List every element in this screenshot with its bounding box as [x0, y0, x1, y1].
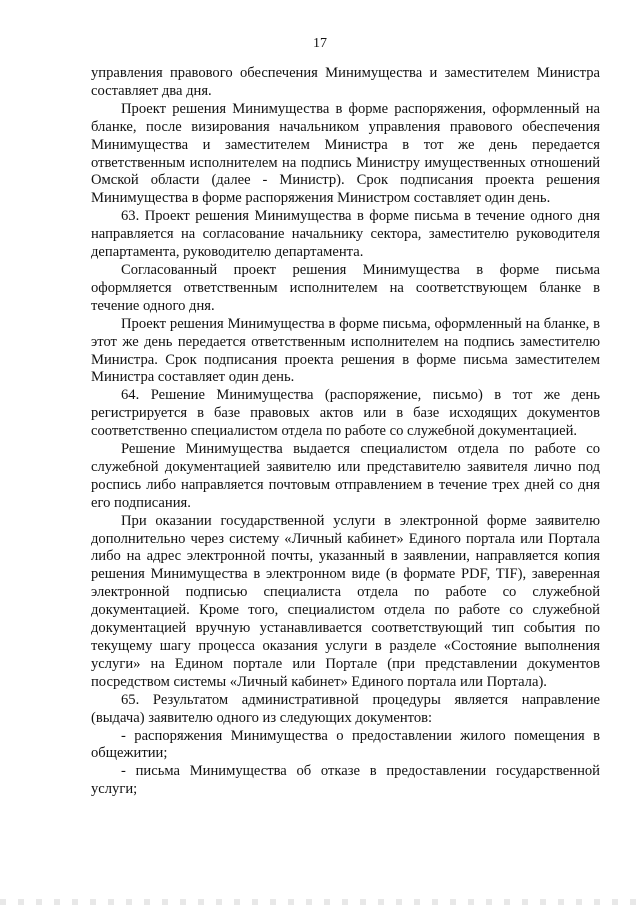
scan-edge-artifact	[0, 899, 640, 905]
paragraph: 65. Результатом административной процедуры является направление (выдача) заявителю одного из следующих документов:	[91, 691, 600, 726]
list-item: - распоряжения Минимущества о предоставлении жилого помещения в общежитии;	[91, 727, 600, 762]
page-number: 17	[313, 36, 327, 51]
paragraph: Проект решения Минимущества в форме распоряжения, оформленный на бланке, после визирования начальником управления правового обеспечения Минимущества и заместителем Министра в тот же день передается ответственным исполнителем на подпись Министру имущественных отношений Омской области (далее - Министр). Срок подписания проекта решения Минимущества в форме распоряжения Министром составляет один день.	[91, 100, 600, 207]
paragraph: Проект решения Минимущества в форме письма, оформленный на бланке, в этот же день передается ответственным исполнителем на подпись заместителю Министра. Срок подписания проекта решения в форме письма заместителем Министра составляет один день.	[91, 315, 600, 386]
paragraph: Решение Минимущества выдается специалистом отдела по работе со служебной документацией заявителю или представителю заявителя лично под роспись либо направляется почтовым отправлением в течение трех дней со дня его подписания.	[91, 441, 600, 511]
paragraph: Согласованный проект решения Минимущества в форме письма оформляется ответственным исполнителем на соответствующем бланке в течение одного дня.	[91, 261, 600, 314]
paragraph: 64. Решение Минимущества (распоряжение, письмо) в тот же день регистрируется в базе правовых актов или в базе исходящих документов соответственно специалистом отдела по работе со служебной документацией.	[91, 387, 600, 440]
paragraph: управления правового обеспечения Минимущества и заместителем Министра составляет два дня.	[91, 65, 600, 99]
paragraph: При оказании государственной услуги в электронной форме заявителю дополнительно через систему «Личный кабинет» Единого портала или Портала либо на адрес электронной почты, указанный в заявлении, направляется копия решения Минимущества в электронном виде (в формате PDF, TIF), заверенная электронной подписью специалиста отдела по работе со служебной документацией. Кроме того, специалистом отдела по работе со служебной документацией вручную устанавливается соответствующий тип события по текущему шагу процесса оказания услуги в разделе «Состояние выполнения услуги» на Едином портале или Портале (при представлении документов посредством системы «Личный кабинет» Единого портала или Портала).	[91, 512, 600, 690]
document-body	[91, 65, 600, 799]
list-item: - письма Минимущества об отказе в предоставлении государственной услуги;	[91, 763, 600, 798]
paragraph: 63. Проект решения Минимущества в форме письма в течение одного дня направляется на согласование начальнику сектора, заместителю руководителя департамента, руководителю департамента.	[91, 208, 600, 261]
